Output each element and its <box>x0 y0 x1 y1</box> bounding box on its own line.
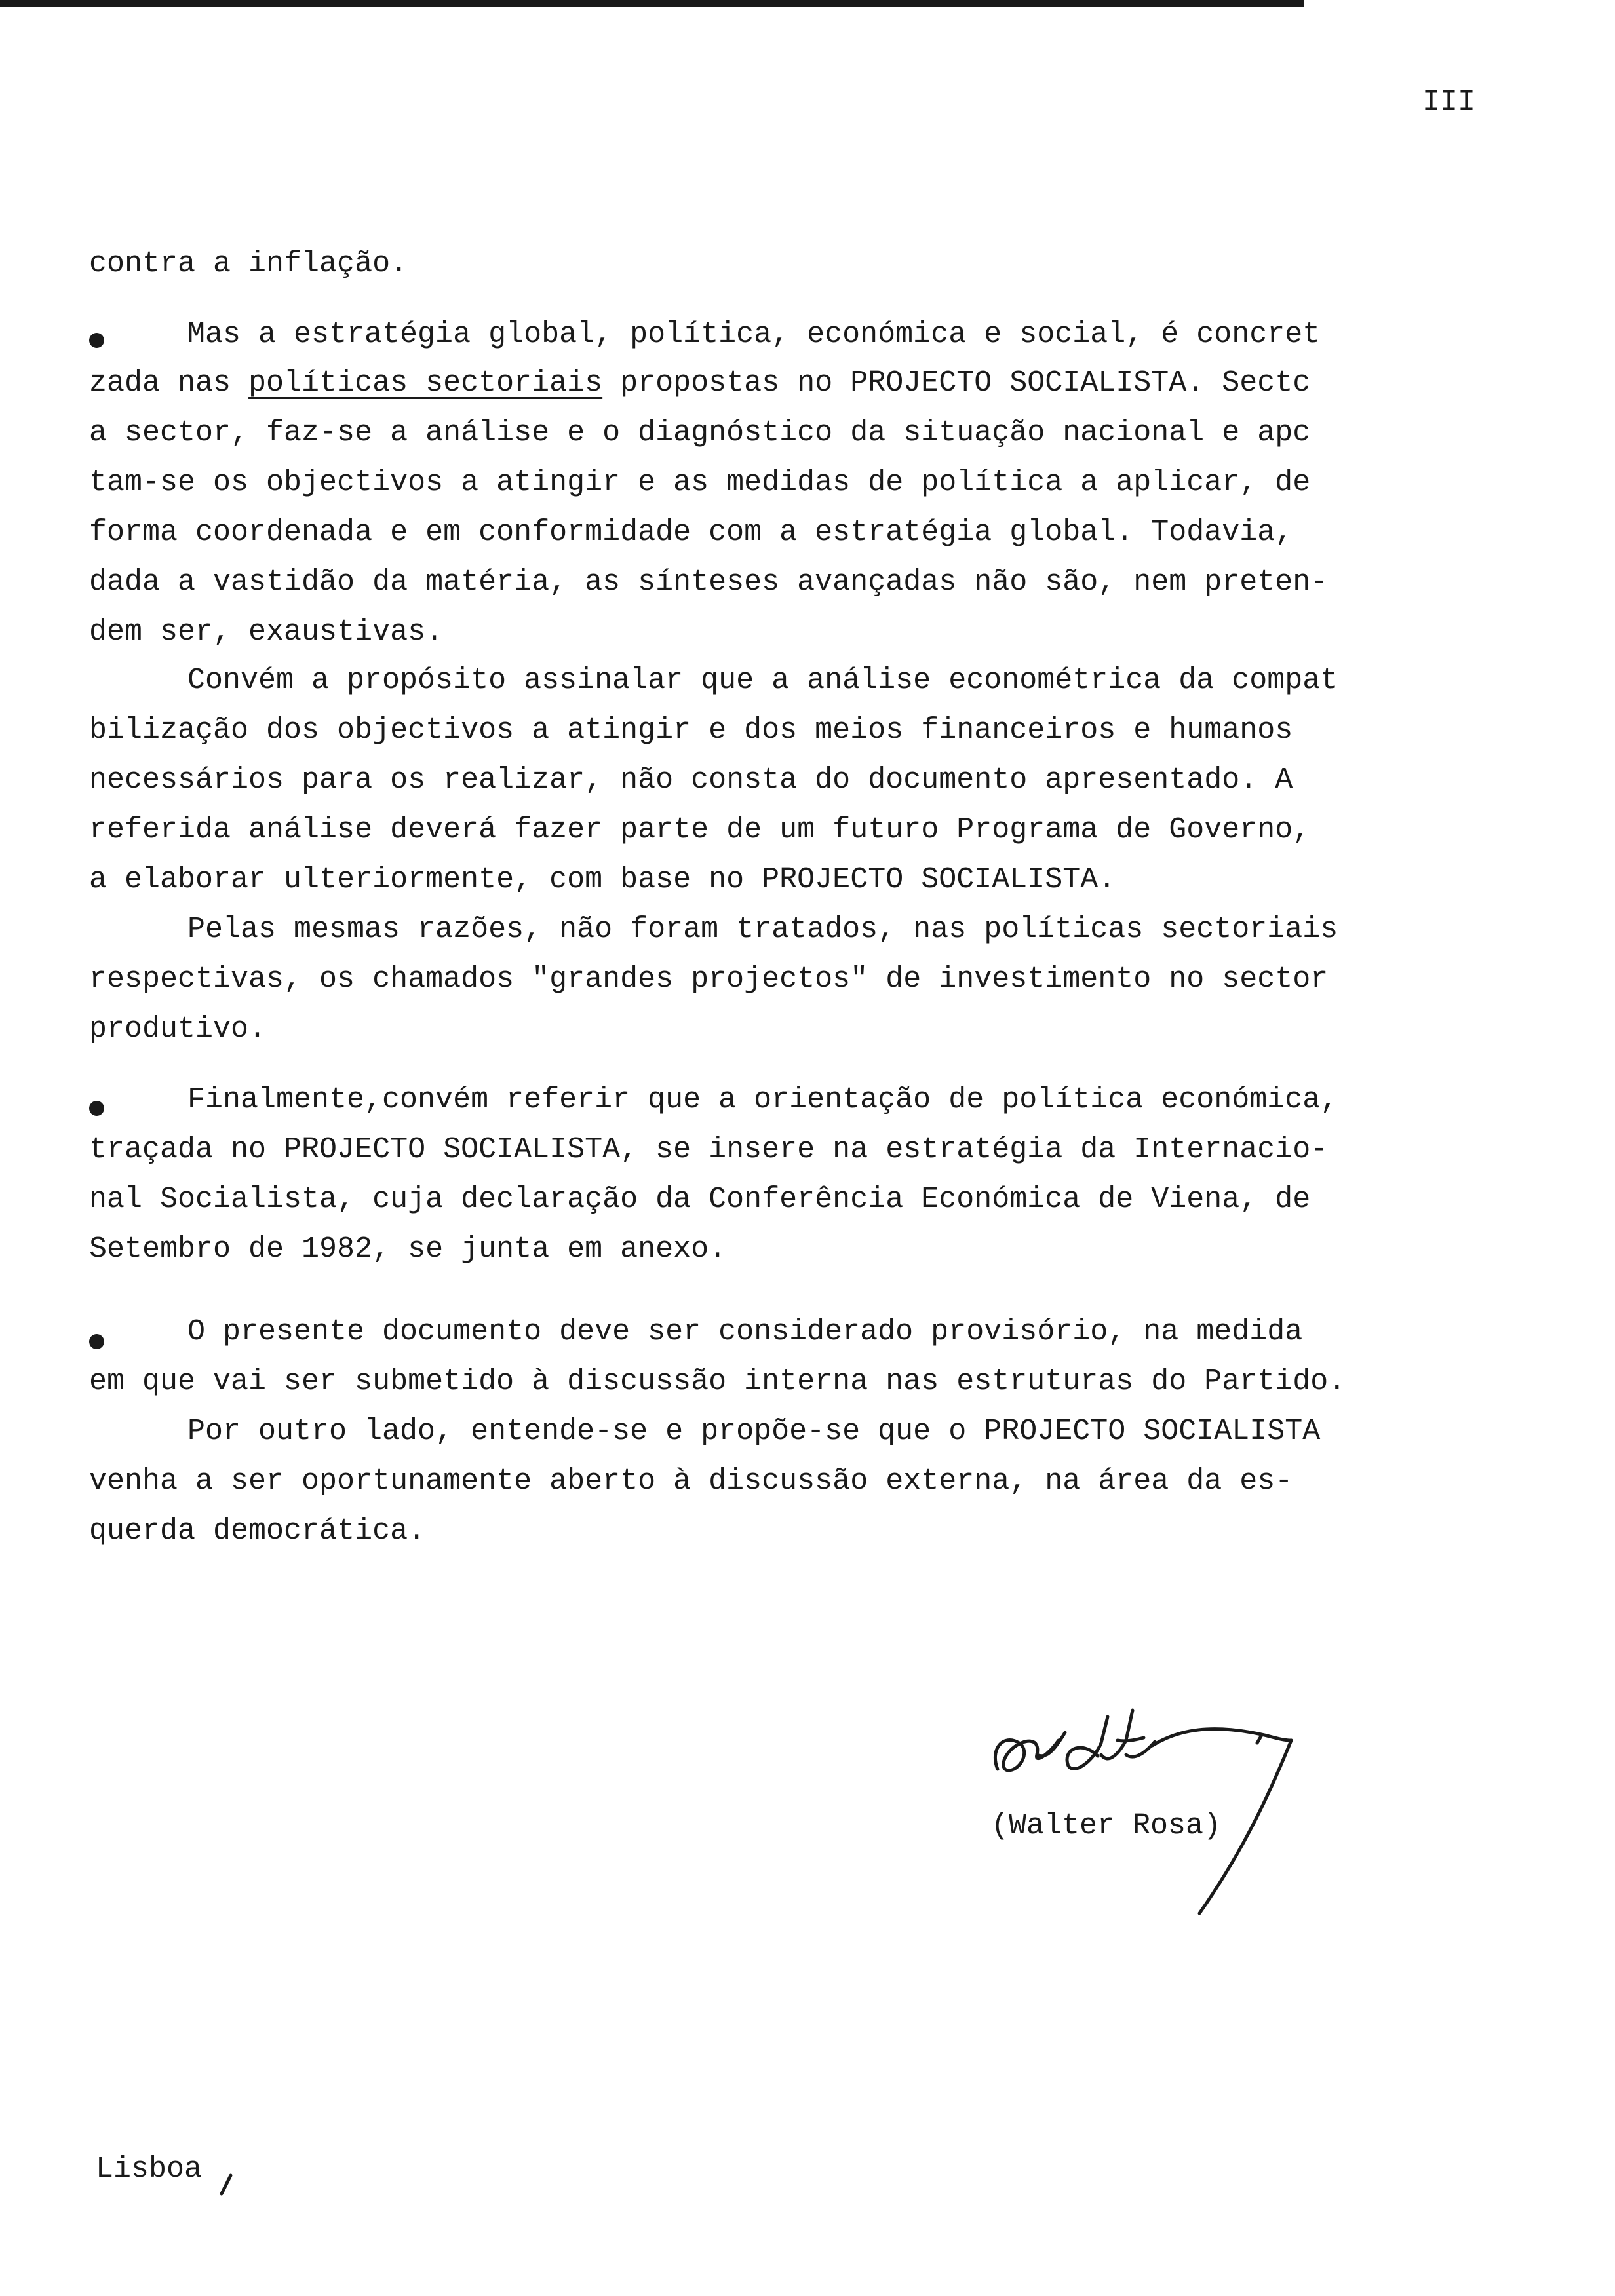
text-line: respectivas, os chamados "grandes projectos" de investimento no sector <box>89 963 1329 996</box>
text-line: Pelas mesmas razões, não foram tratados, nas políticas sectoriais <box>187 913 1338 946</box>
text-line: Convém a propósito assinalar que a análise econométrica da compat <box>187 664 1338 697</box>
text-line: dem ser, exaustivas. <box>89 615 444 649</box>
place-name: Lisboa <box>96 2152 203 2186</box>
text-line: nal Socialista, cuja declaração da Conferência Económica de Viena, de <box>89 1183 1311 1216</box>
text-line: em que vai ser submetido à discussão interna nas estruturas do Partido. <box>89 1365 1346 1398</box>
text-line: Setembro de 1982, se junta em anexo. <box>89 1233 727 1266</box>
text-line: O presente documento deve ser considerado provisório, na medida <box>187 1315 1303 1349</box>
text-line: necessários para os realizar, não consta do documento apresentado. A <box>89 763 1293 797</box>
text-line: Finalmente,convém referir que a orientação de política económica, <box>187 1083 1338 1117</box>
bullet-icon <box>89 333 104 348</box>
signatory-name: (Walter Rosa) <box>991 1809 1222 1843</box>
bullet-icon <box>89 1101 104 1116</box>
page-top-border <box>0 0 1304 7</box>
text-line: traçada no PROJECTO SOCIALISTA, se insere na estratégia da Internacio- <box>89 1133 1329 1166</box>
text-line: a elaborar ulteriormente, com base no PROJECTO SOCIALISTA. <box>89 863 1116 896</box>
text-line: tam-se os objectivos a atingir e as medidas de política a aplicar, de <box>89 466 1311 499</box>
text-line: bilização dos objectivos a atingir e dos meios financeiros e humanos <box>89 714 1293 747</box>
text-span: propostas no PROJECTO SOCIALISTA. Sectc <box>602 366 1311 400</box>
text-line: Mas a estratégia global, política, económica e social, é concret <box>187 318 1321 351</box>
bullet-icon <box>89 1334 104 1349</box>
text-line: dada a vastidão da matéria, as sínteses avançadas não são, nem preten- <box>89 565 1329 599</box>
underlined-text: políticas sectoriais <box>248 366 603 400</box>
text-line: forma coordenada e em conformidade com a estratégia global. Todavia, <box>89 516 1293 549</box>
text-line: a sector, faz-se a análise e o diagnóstico da situação nacional e apc <box>89 416 1311 450</box>
handwritten-signature <box>983 1677 1324 1926</box>
text-line: produtivo. <box>89 1012 267 1046</box>
text-span: zada nas <box>89 366 249 400</box>
text-line: querda democrática. <box>89 1514 426 1548</box>
handwritten-comma <box>216 2172 236 2198</box>
text-line: referida análise deverá fazer parte de um futuro Programa de Governo, <box>89 813 1311 847</box>
text-line <box>89 367 1310 400</box>
text-line: venha a ser oportunamente aberto à discussão externa, na área da es- <box>89 1464 1293 1498</box>
text-line: contra a inflação. <box>89 247 408 280</box>
text-line: Por outro lado, entende-se e propõe-se que o PROJECTO SOCIALISTA <box>187 1415 1321 1448</box>
page-number: III <box>1422 86 1476 119</box>
